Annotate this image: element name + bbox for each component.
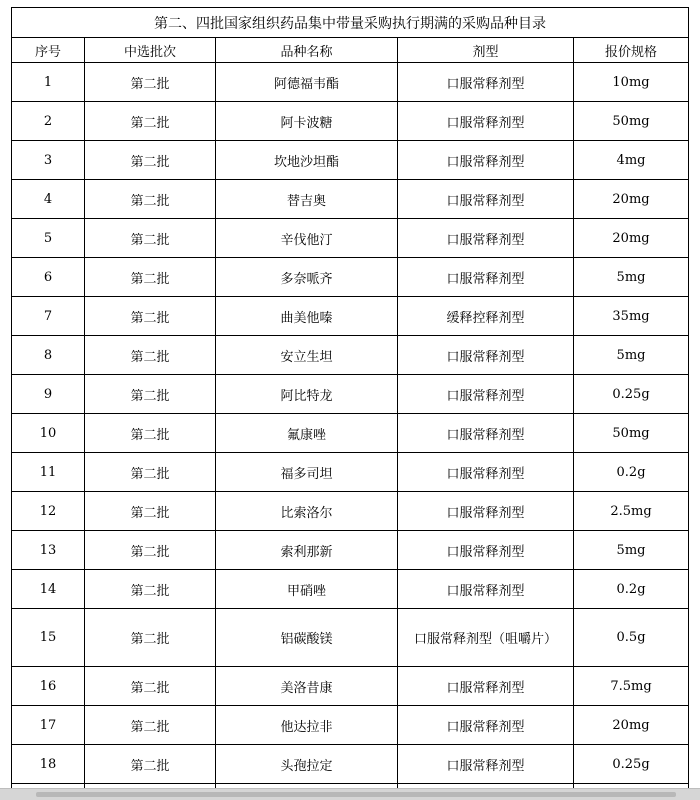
cell-batch: 第二批 [85,531,216,570]
cell-drug-name: 安立生坦 [216,336,398,375]
cell-dosage-form: 口服常释剂型 [398,531,574,570]
cell-no: 7 [12,297,85,336]
cell-spec: 7.5mg [574,667,689,706]
cell-drug-name: 坎地沙坦酯 [216,141,398,180]
cell-spec: 20mg [574,180,689,219]
cell-dosage-form: 口服常释剂型 [398,745,574,784]
cell-spec: 35mg [574,297,689,336]
table-row [12,609,689,667]
cell-no: 9 [12,375,85,414]
table-row [12,219,689,258]
cell-spec: 10mg [574,63,689,102]
cell-spec: 50mg [574,102,689,141]
cell-spec: 4mg [574,141,689,180]
cell-no: 14 [12,570,85,609]
cell-dosage-form: 口服常释剂型 [398,219,574,258]
table-title-row [12,8,689,38]
cell-dosage-form: 口服常释剂型 [398,141,574,180]
table-row [12,336,689,375]
cell-drug-name: 福多司坦 [216,453,398,492]
header-name: 品种名称 [216,38,398,63]
cell-dosage-form: 口服常释剂型 [398,180,574,219]
table-row [12,706,689,745]
header-form: 剂型 [398,38,574,63]
cell-drug-name: 多奈哌齐 [216,258,398,297]
cell-spec: 0.25g [574,745,689,784]
cell-no: 8 [12,336,85,375]
cell-no: 6 [12,258,85,297]
cell-no: 2 [12,102,85,141]
table-row [12,453,689,492]
cell-spec: 5mg [574,531,689,570]
table-row [12,375,689,414]
cell-no: 13 [12,531,85,570]
cell-no: 11 [12,453,85,492]
table-row [12,531,689,570]
cell-batch: 第二批 [85,297,216,336]
cell-dosage-form: 口服常释剂型 [398,336,574,375]
table-row [12,258,689,297]
procurement-catalog-table [11,7,689,790]
cell-drug-name: 曲美他嗪 [216,297,398,336]
horizontal-scrollbar[interactable] [0,788,700,800]
table-row [12,667,689,706]
table-row [12,570,689,609]
cell-drug-name: 铝碳酸镁 [216,609,398,667]
cell-batch: 第二批 [85,453,216,492]
cell-no: 15 [12,609,85,667]
cell-no: 1 [12,63,85,102]
cell-spec: 20mg [574,706,689,745]
cell-drug-name: 他达拉非 [216,706,398,745]
table-row [12,180,689,219]
cell-no: 12 [12,492,85,531]
cell-no: 10 [12,414,85,453]
table-row [12,63,689,102]
cell-batch: 第二批 [85,102,216,141]
cell-batch: 第二批 [85,706,216,745]
cell-batch: 第二批 [85,375,216,414]
cell-dosage-form: 口服常释剂型 [398,102,574,141]
cell-spec: 5mg [574,336,689,375]
cell-batch: 第二批 [85,609,216,667]
scrollbar-thumb[interactable] [36,792,676,797]
table-row [12,414,689,453]
cell-drug-name: 阿比特龙 [216,375,398,414]
cell-spec: 0.25g [574,375,689,414]
cell-batch: 第二批 [85,570,216,609]
cell-drug-name: 比索洛尔 [216,492,398,531]
cell-dosage-form: 口服常释剂型 [398,570,574,609]
cell-spec: 0.5g [574,609,689,667]
cell-batch: 第二批 [85,745,216,784]
header-spec: 报价规格 [574,38,689,63]
cell-drug-name: 甲硝唑 [216,570,398,609]
cell-batch: 第二批 [85,492,216,531]
cell-batch: 第二批 [85,414,216,453]
cell-drug-name: 头孢拉定 [216,745,398,784]
cell-batch: 第二批 [85,667,216,706]
cell-dosage-form: 口服常释剂型 [398,492,574,531]
table-row [12,102,689,141]
table-header-row [12,38,689,63]
cell-no: 18 [12,745,85,784]
cell-dosage-form: 口服常释剂型 [398,258,574,297]
table-row [12,492,689,531]
cell-drug-name: 阿德福韦酯 [216,63,398,102]
cell-no: 4 [12,180,85,219]
cell-batch: 第二批 [85,141,216,180]
cell-no: 16 [12,667,85,706]
table-row [12,297,689,336]
cell-batch: 第二批 [85,219,216,258]
cell-no: 17 [12,706,85,745]
cell-batch: 第二批 [85,258,216,297]
cell-dosage-form: 缓释控释剂型 [398,297,574,336]
cell-drug-name: 辛伐他汀 [216,219,398,258]
cell-drug-name: 氟康唑 [216,414,398,453]
cell-dosage-form: 口服常释剂型 [398,414,574,453]
cell-spec: 0.2g [574,570,689,609]
cell-dosage-form: 口服常释剂型 [398,706,574,745]
cell-spec: 20mg [574,219,689,258]
cell-drug-name: 美洛昔康 [216,667,398,706]
cell-dosage-form: 口服常释剂型 [398,453,574,492]
cell-dosage-form: 口服常释剂型（咀嚼片） [398,609,574,667]
cell-drug-name: 索利那新 [216,531,398,570]
cell-drug-name: 阿卡波糖 [216,102,398,141]
cell-spec: 0.2g [574,453,689,492]
header-batch: 中选批次 [85,38,216,63]
cell-spec: 50mg [574,414,689,453]
cell-no: 3 [12,141,85,180]
cell-batch: 第二批 [85,180,216,219]
header-no: 序号 [12,38,85,63]
cell-spec: 2.5mg [574,492,689,531]
cell-batch: 第二批 [85,336,216,375]
cell-dosage-form: 口服常释剂型 [398,63,574,102]
cell-batch: 第二批 [85,63,216,102]
cell-drug-name: 替吉奥 [216,180,398,219]
table-title: 第二、四批国家组织药品集中带量采购执行期满的采购品种目录 [12,8,689,38]
cell-spec: 5mg [574,258,689,297]
cell-no: 5 [12,219,85,258]
cell-dosage-form: 口服常释剂型 [398,667,574,706]
table-row [12,141,689,180]
cell-dosage-form: 口服常释剂型 [398,375,574,414]
table-row [12,745,689,784]
